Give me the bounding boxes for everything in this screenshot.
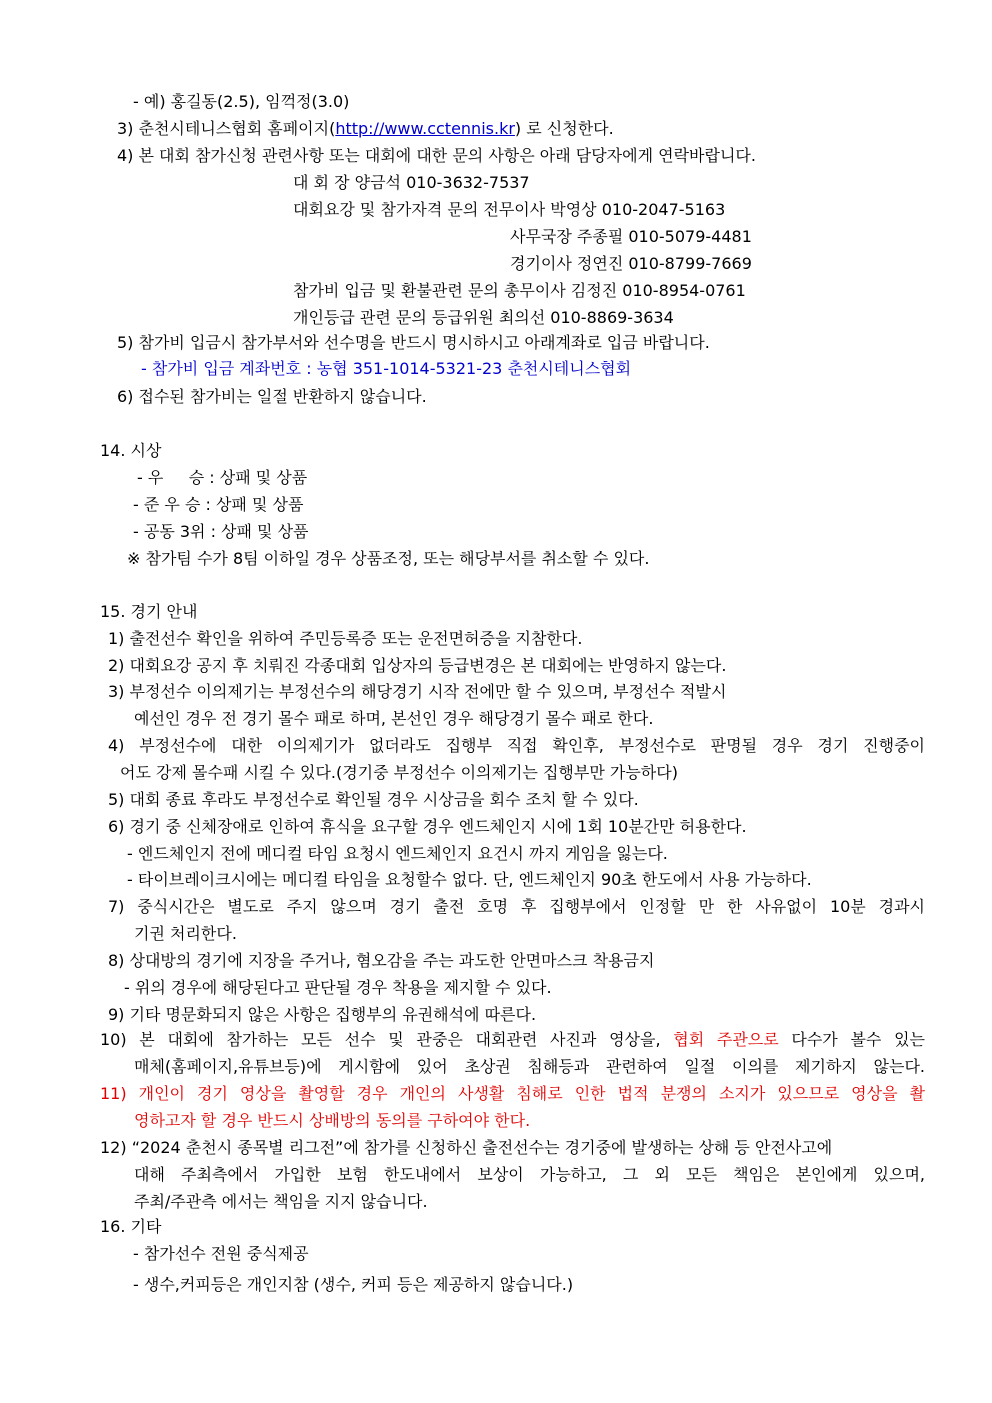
rule-10-text: 10) 본 대회에 참가하는 모든 선수 및 관중은 대회관련 사진과 영상을, xyxy=(100,1030,674,1049)
homepage-link[interactable]: http://www.cctennis.kr xyxy=(335,119,515,138)
account-info: - 참가비 입금 계좌번호 : 농협 351-1014-5321-23 춘천시테니스협회 xyxy=(141,359,632,378)
section-14-heading: 14. 시상 xyxy=(100,441,162,460)
rule-10-highlight: 협회 주관으로 xyxy=(673,1030,779,1049)
rule-12: 12) “2024 춘천시 종목별 리그전”에 참가를 신청하신 출전선수는 경기중에 발생하는 상해 등 안전사고에 xyxy=(100,1138,833,1157)
rule-5: 5) 대회 종료 후라도 부정선수로 확인될 경우 시상금을 회수 조치 할 수 있다. xyxy=(108,790,639,809)
contact-treasurer: 참가비 입금 및 환불관련 문의 총무이사 김정진 010-8954-0761 xyxy=(293,281,746,300)
rule-3-cont: 예선인 경우 전 경기 몰수 패로 하며, 본선인 경우 해당경기 몰수 패로 한다. xyxy=(134,709,654,728)
rule-4-cont: 어도 강제 몰수패 시킬 수 있다.(경기중 부정선수 이의제기는 집행부만 가능하다) xyxy=(120,763,678,782)
contact-match-director: 경기이사 정연진 010-8799-7669 xyxy=(510,254,752,273)
section-16-heading: 16. 기타 xyxy=(100,1217,162,1236)
prize-winner: - 우 승 : 상패 및 상품 xyxy=(137,468,308,487)
rule-12-cont: 대해 주최측에서 가입한 보험 한도내에서 보상이 가능하고, 그 외 모든 책임은 본인에게 있으며, xyxy=(134,1165,925,1184)
example-line: - 예) 홍길동(2.5), 임꺽정(3.0) xyxy=(133,92,350,111)
item-4: 4) 본 대회 참가신청 관련사항 또는 대회에 대한 문의 사항은 아래 담당자에게 연락바랍니다. xyxy=(117,146,756,165)
contact-grading: 개인등급 관련 문의 등급위원 최의선 010-8869-3634 xyxy=(293,308,674,327)
prize-note: ※ 참가팀 수가 8팀 이하일 경우 상품조정, 또는 해당부서를 취소할 수 있다. xyxy=(127,549,650,568)
rule-10 xyxy=(100,1029,925,1051)
contact-secretary: 사무국장 주종필 010-5079-4481 xyxy=(510,227,752,246)
rule-4: 4) 부정선수에 대한 이의제기가 없더라도 집행부 직접 확인후, 부정선수로 판명될 경우 경기 진행중이 xyxy=(108,736,925,755)
rule-6-sub-2: - 타이브레이크시에는 메디컬 타임을 요청할수 없다. 단, 엔드체인지 90초 한도에서 사용 가능하다. xyxy=(127,870,812,889)
section-15-heading: 15. 경기 안내 xyxy=(100,602,198,621)
rule-7: 7) 중식시간은 별도로 주지 않으며 경기 출전 호명 후 집행부에서 인정할 만 한 사유없이 10분 경과시 xyxy=(108,897,925,916)
misc-lunch: - 참가선수 전원 중식제공 xyxy=(133,1244,309,1263)
rule-1: 1) 출전선수 확인을 위하여 주민등록증 또는 운전면허증을 지참한다. xyxy=(108,629,583,648)
contact-president: 대 회 장 양금석 010-3632-7537 xyxy=(293,173,530,192)
contact-executive: 대회요강 및 참가자격 문의 전무이사 박영상 010-2047-5163 xyxy=(293,200,726,219)
rule-7-cont: 기권 처리한다. xyxy=(134,924,237,943)
rule-3: 3) 부정선수 이의제기는 부정선수의 해당경기 시작 전에만 할 수 있으며, 부정선수 적발시 xyxy=(108,682,727,701)
rule-6: 6) 경기 중 신체장애로 인하여 휴식을 요구할 경우 엔드체인지 시에 1회 10분간만 허용한다. xyxy=(108,817,747,836)
rule-2: 2) 대회요강 공지 후 치뤄진 각종대회 입상자의 등급변경은 본 대회에는 반영하지 않는다. xyxy=(108,656,727,675)
prize-runner-up: - 준 우 승 : 상패 및 상품 xyxy=(133,495,304,514)
rule-10-text-end: 다수가 볼수 있는 xyxy=(778,1030,925,1049)
prize-third: - 공동 3위 : 상패 및 상품 xyxy=(133,522,309,541)
item-3-text-end: ) 로 신청한다. xyxy=(514,119,614,138)
rule-12-cont-2: 주최/주관측 에서는 책임을 지지 않습니다. xyxy=(134,1192,428,1211)
rule-8-sub: - 위의 경우에 해당된다고 판단될 경우 착용을 제지할 수 있다. xyxy=(124,978,552,997)
item-3-text: 3) 춘천시테니스협회 홈페이지( xyxy=(117,119,336,138)
item-6: 6) 접수된 참가비는 일절 반환하지 않습니다. xyxy=(117,387,427,406)
rule-6-sub-1: - 엔드체인지 전에 메디컬 타임 요청시 엔드체인지 요건시 까지 게임을 잃는다. xyxy=(127,844,668,863)
item-3 xyxy=(117,118,614,140)
rule-11: 11) 개인이 경기 영상을 촬영할 경우 개인의 사생활 침해로 인한 법적 분쟁의 소지가 있으므로 영상을 촬 xyxy=(100,1084,925,1103)
misc-water-coffee: - 생수,커피등은 개인지참 (생수, 커피 등은 제공하지 않습니다.) xyxy=(133,1275,574,1294)
rule-10-cont: 매체(홈페이지,유튜브등)에 게시함에 있어 초상권 침해등과 관련하여 일절 이의를 제기하지 않는다. xyxy=(134,1057,925,1076)
rule-8: 8) 상대방의 경기에 지장을 주거나, 혐오감을 주는 과도한 안면마스크 착용금지 xyxy=(108,951,655,970)
item-5: 5) 참가비 입금시 참가부서와 선수명을 반드시 명시하시고 아래계좌로 입금 바랍니다. xyxy=(117,333,710,352)
rule-9: 9) 기타 명문화되지 않은 사항은 집행부의 유권해석에 따른다. xyxy=(108,1005,537,1024)
rule-11-cont: 영하고자 할 경우 반드시 상배방의 동의를 구하여야 한다. xyxy=(134,1111,531,1130)
